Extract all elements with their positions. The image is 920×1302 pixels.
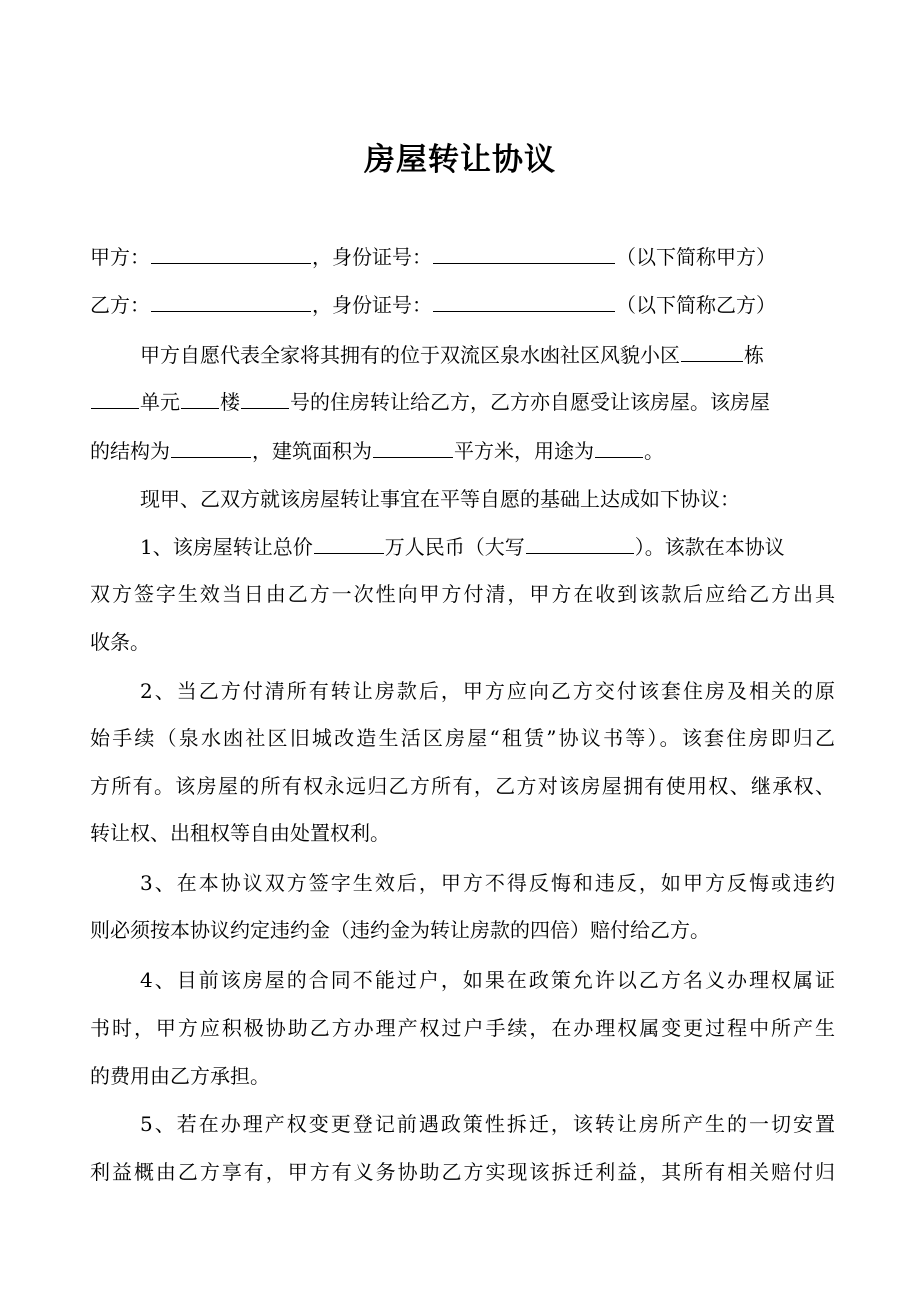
clause-2-line-3: 方所有。该房屋的所有权永远归乙方所有，乙方对该房屋拥有使用权、继承权、	[90, 774, 835, 798]
clause-1-line-3: 收条。	[90, 630, 150, 654]
agreement-intro: 现甲、乙双方就该房屋转让事宜在平等自愿的基础上达成如下协议：	[140, 487, 740, 511]
building-label: 栋	[744, 343, 764, 367]
price-label: 1、该房屋转让总价	[140, 535, 313, 559]
structure-label: 的结构为	[90, 439, 170, 463]
party-a-name-blank	[151, 243, 311, 264]
clause-3-line-2: 则必须按本协议约定违约金（违约金为转让房款的四倍）赔付给乙方。	[90, 918, 710, 942]
intro-text: 甲方自愿代表全家将其拥有的位于双流区泉水凼社区风貌小区	[140, 343, 680, 367]
party-b-line	[90, 290, 835, 320]
clause-1-line-2: 双方签字生效当日由乙方一次性向甲方付清，甲方在收到该款后应给乙方出具	[90, 582, 835, 606]
building-blank	[681, 341, 743, 362]
party-b-id-blank	[433, 291, 615, 312]
intro-line-3	[90, 436, 835, 466]
party-a-label: 甲方：	[90, 245, 150, 269]
clause-1-text: ）。该款在本协议	[634, 535, 785, 559]
clause-5-line-2: 利益概由乙方享有，甲方有义务协助乙方实现该拆迁利益，其所有相关赔付归	[90, 1160, 835, 1184]
clause-2-line-4: 转让权、出租权等自由处置权利。	[90, 821, 390, 845]
price-blank	[314, 533, 384, 554]
number-blank	[241, 388, 289, 409]
area-label: ，建筑面积为	[252, 439, 372, 463]
usage-label: 平方米，用途为	[454, 439, 594, 463]
floor-blank	[181, 388, 219, 409]
clause-5-line-1: 5、若在办理产权变更登记前遇政策性拆迁，该转让房所产生的一切安置	[140, 1112, 835, 1136]
clause-4-line-2: 书时，甲方应积极协助乙方办理产权过户手续，在办理权属变更过程中所产生	[90, 1016, 835, 1040]
intro-line-1	[140, 340, 835, 370]
clause-4-line-3: 的费用由乙方承担。	[90, 1064, 270, 1088]
intro-end: 。	[644, 439, 664, 463]
party-b-name-blank	[151, 291, 311, 312]
intro-transfer-text: 号的住房转让给乙方，乙方亦自愿受让该房屋。该房屋	[290, 390, 770, 414]
party-a-id-blank	[433, 243, 615, 264]
unit-label: 单元	[140, 390, 180, 414]
structure-blank	[171, 437, 251, 458]
document-title: 房屋转让协议	[364, 142, 556, 178]
party-b-suffix: （以下简称乙方）	[616, 293, 776, 317]
price-capital-blank	[526, 533, 634, 554]
clause-2-line-1: 2、当乙方付清所有转让房款后，甲方应向乙方交付该套住房及相关的原	[140, 679, 835, 703]
party-b-label: 乙方：	[90, 293, 150, 317]
clause-3-line-1: 3、在本协议双方签字生效后，甲方不得反悔和违反，如甲方反悔或违约	[140, 871, 835, 895]
party-b-id-label: ，身份证号：	[312, 293, 432, 317]
clause-2-line-2: 始手续（泉水凼社区旧城改造生活区房屋“租赁”协议书等）。该套住房即归乙	[90, 726, 835, 750]
clause-1-line-1	[140, 532, 835, 562]
area-blank	[373, 437, 453, 458]
clause-4-line-1: 4、目前该房屋的合同不能过户，如果在政策允许以乙方名义办理权属证	[140, 968, 835, 992]
usage-blank	[595, 437, 643, 458]
party-a-suffix: （以下简称甲方）	[616, 245, 776, 269]
party-a-id-label: ，身份证号：	[312, 245, 432, 269]
party-a-line	[90, 242, 835, 272]
price-capital-label: 万人民币（大写	[384, 535, 525, 559]
unit-blank	[91, 388, 139, 409]
floor-label: 楼	[220, 390, 240, 414]
intro-line-2	[90, 387, 835, 417]
